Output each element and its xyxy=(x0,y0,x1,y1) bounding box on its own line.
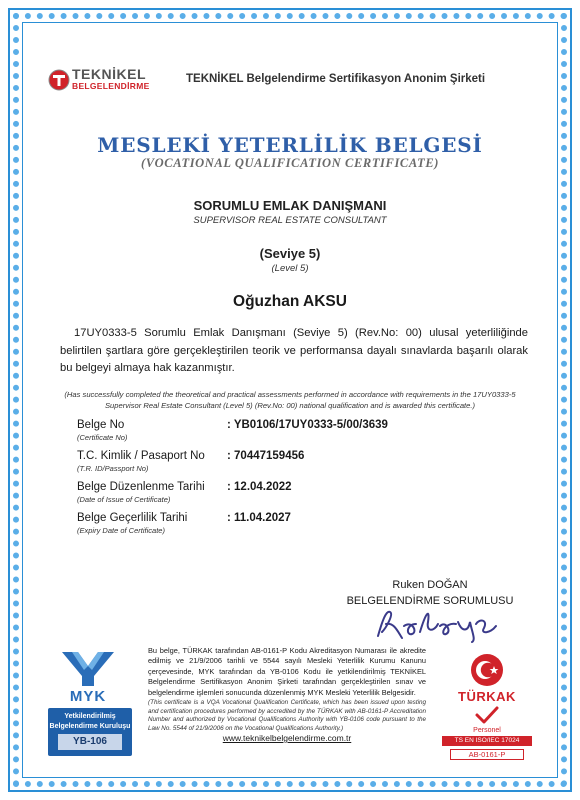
turkak-label: TÜRKAK xyxy=(458,689,516,704)
website-link[interactable]: www.teknikelbelgelendirme.com.tr xyxy=(222,733,352,743)
detail-value: : 12.04.2022 xyxy=(227,481,292,493)
detail-label: Belge Düzenlenme Tarihi xyxy=(77,481,205,493)
header xyxy=(48,66,538,96)
detail-label: Belge No xyxy=(77,419,125,431)
detail-sublabel: (T.R. ID/Passport No) xyxy=(77,464,149,473)
certificate-title: MESLEKİ YETERLİLİK BELGESİ xyxy=(97,133,483,157)
accreditation-note-turkish: Bu belge, TÜRKAK tarafından AB-0161-P Kodu Akreditasyon Numarası ile akredite edilmiş ve 21/9/2006 tarihli ve 5544 sayılı Mesleki Yeterlilik Kurumu Kanunu çerçevesinde, MYK tarafından da YB-0106 Kodu ile yetkilendirilmiş TEKNİKEL Belgelendirme Sertifikasyon Anonim Şirketi tarafından gerçekleştirilen sınav ve belgelendirme işlemleri sonucunda düzenlenmiş MYK Mesleki Yeterlilik Belgesidir. xyxy=(148,646,426,697)
turkak-badge xyxy=(436,645,538,763)
level: (Seviye 5) xyxy=(259,246,321,261)
detail-sublabel: (Date of Issue of Certificate) xyxy=(77,495,171,504)
turkak-standard: TS EN ISO/IEC 17024 xyxy=(442,736,532,746)
accreditation-note-english: (This certificate is a VQA Vocational Qualification Certificate, which has been issued upon testing and certification procedures performed by accredited by the TÜRKAK with AB-0161-P Accreditation Number and authorized by Vocational Qualifications Authority with YB-0106 code pursuant to the Law No. 5544 of 21/9/2006 on the Vocational Qualifications Authority.) xyxy=(148,699,426,732)
statement-turkish: 17UY0333-5 Sorumlu Emlak Danışmanı (Seviye 5) (Rev.No: 00) ulusal yeterliliğinde belirtilen şartlara göre gerçekleştirilen teorik ve performansa dayalı sınavlarda başarılı olarak bu belgeyi almaya hak kazanmıştır. xyxy=(60,327,528,374)
company-name: TEKNİKEL Belgelendirme Sertifikasyon Anonim Şirketi xyxy=(186,73,486,85)
teknikel-logo xyxy=(48,66,178,96)
myk-code: YB-106 xyxy=(58,734,122,750)
handwritten-signature xyxy=(372,602,502,644)
myk-authorized-text: Yetkilendirilmiş xyxy=(64,713,116,720)
myk-authorization-box xyxy=(48,708,132,756)
profession-title-english: SUPERVISOR REAL ESTATE CONSULTANT xyxy=(193,215,387,226)
crescent-star-icon xyxy=(470,653,504,687)
detail-label: Belge Geçerlilik Tarihi xyxy=(77,512,188,524)
signatory-title: BELGELENDİRME SORUMLUSU xyxy=(346,595,514,607)
logo-text: TEKNİKEL xyxy=(72,66,146,82)
detail-label: T.C. Kimlik / Pasaport No xyxy=(77,450,205,462)
detail-sublabel: (Certificate No) xyxy=(77,433,128,442)
myk-label: MYK xyxy=(69,688,107,705)
teknikel-logo-icon xyxy=(48,69,70,91)
holder-name: Oğuzhan AKSU xyxy=(233,293,347,310)
detail-value: : 11.04.2027 xyxy=(227,512,291,524)
profession-title: SORUMLU EMLAK DANIŞMANI xyxy=(193,198,387,213)
checkmark-icon xyxy=(474,705,500,725)
detail-sublabel: (Expiry Date of Certificate) xyxy=(77,526,165,535)
myk-badge xyxy=(40,650,140,760)
certificate-subtitle: (VOCATIONAL QUALIFICATION CERTIFICATE) xyxy=(140,156,440,170)
turkak-code: AB-0161-P xyxy=(450,749,524,760)
logo-subtext: BELGELENDİRME xyxy=(72,81,150,91)
detail-value: : 70447159456 xyxy=(227,450,305,462)
myk-logo-icon xyxy=(58,650,118,688)
turkak-scope: Personel xyxy=(473,727,501,734)
statement-english: (Has successfully completed the theoretical and practical assessments performed in accordance with requirements in the 17UY0333-5 Supervisor Real Estate Consultant (Level 5) (Rev.No: 00) national qualification and is awarded this certificate.) xyxy=(64,390,516,410)
signatory-name: Ruken DOĞAN xyxy=(392,579,468,591)
level-english: (Level 5) xyxy=(271,263,309,274)
myk-body-text: Belgelendirme Kuruluşu xyxy=(49,723,131,730)
detail-value: : YB0106/17UY0333-5/00/3639 xyxy=(227,419,388,431)
